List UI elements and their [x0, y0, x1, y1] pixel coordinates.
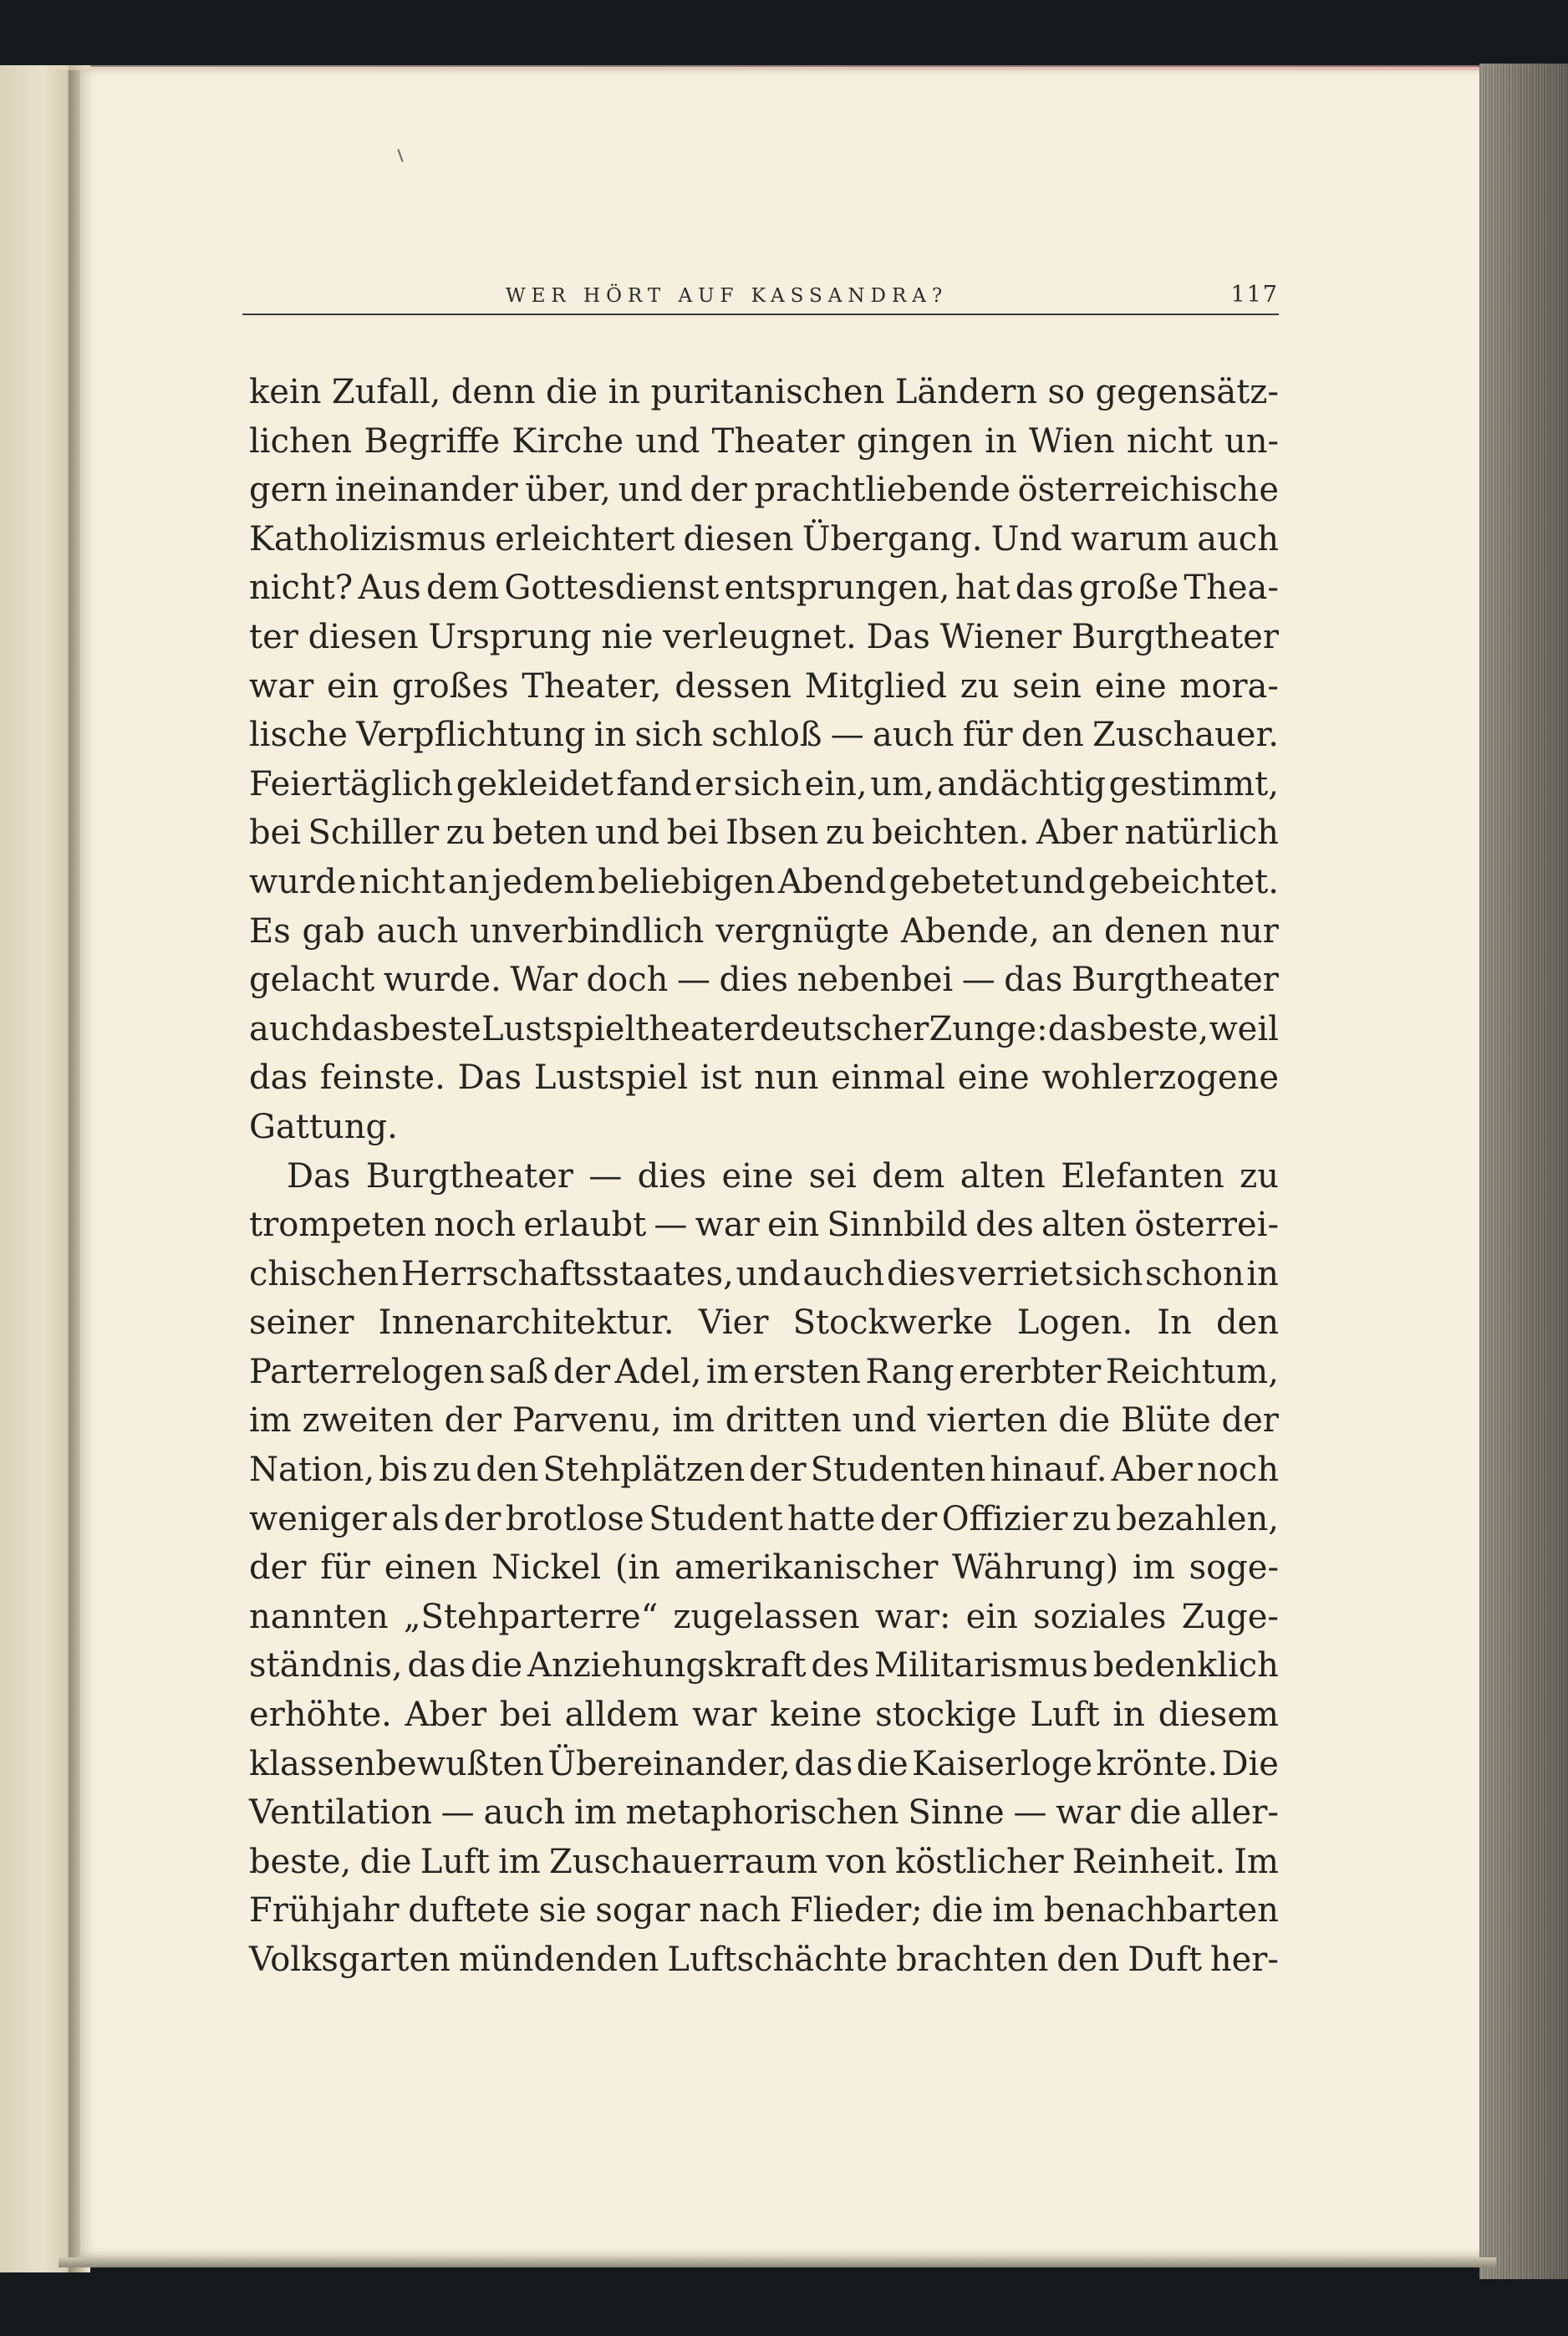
text-line: erhöhte. Aber bei alldem war keine stockige Luft in diesem: [249, 1696, 1279, 1735]
text-line: auch das beste Lustspieltheater deutscher Zunge: das beste, weil: [249, 1009, 1279, 1048]
text-line: nannten „Stehparterre“ zugelassen war: ein soziales Zuge-: [249, 1597, 1279, 1636]
page-top-edge: [50, 65, 1488, 70]
text-line: beste, die Luft im Zuschauerraum von köstlicher Reinheit. Im: [249, 1842, 1279, 1881]
page-stack-shadow: [1479, 64, 1568, 2279]
text-line: gelacht wurde. War doch — dies nebenbei — das Burgtheater: [249, 961, 1279, 1000]
body-text: [249, 368, 1279, 1985]
text-line: wurde nicht an jedem beliebigen Abend gebetet und gebeichtet.: [249, 862, 1279, 901]
text-line: das feinste. Das Lustspiel ist nun einmal eine wohlerzogene: [249, 1058, 1279, 1098]
text-line: der für einen Nickel (in amerikanischer Währung) im soge-: [249, 1548, 1279, 1588]
text-line: im zweiten der Parvenu, im dritten und vierten die Blüte der: [249, 1401, 1279, 1441]
text-line: Frühjahr duftete sie sogar nach Flieder; die im benachbarten: [249, 1891, 1279, 1931]
text-line: seiner Innenarchitektur. Vier Stockwerke Logen. In den: [249, 1303, 1279, 1343]
text-line: chischen Herrschaftsstaates, und auch dies verriet sich schon in: [249, 1254, 1279, 1293]
page-number: 117: [1230, 282, 1279, 308]
text-line: lichen Begriffe Kirche und Theater gingen in Wien nicht un-: [249, 421, 1279, 461]
text-line: ständnis, das die Anziehungskraft des Militarismus bedenklich: [249, 1646, 1279, 1686]
text-line: Nation, bis zu den Stehplätzen der Studenten hinauf. Aber noch: [249, 1451, 1279, 1490]
text-line: Volksgarten mündenden Luftschächte brachten den Duft her-: [249, 1941, 1279, 1979]
text-line: Katholizismus erleichtert diesen Übergang. Und warum auch: [249, 519, 1279, 558]
text-line: Ventilation — auch im metaphorischen Sinne — war die aller-: [249, 1793, 1279, 1833]
text-line: Feiertäglich gekleidet fand er sich ein, um, andächtig gestimmt,: [249, 764, 1279, 803]
text-line: bei Schiller zu beten und bei Ibsen zu beichten. Aber natürlich: [249, 814, 1279, 853]
text-line: Es gab auch unverbindlich vergnügte Abende, an denen nur: [249, 911, 1279, 951]
text-line: Das Burgtheater — dies eine sei dem alten Elefanten zu: [287, 1156, 1279, 1196]
text-line: war ein großes Theater, dessen Mitglied zu sein eine mora-: [249, 666, 1279, 706]
text-line: lische Verpflichtung in sich schloß — auch für den Zuschauer.: [249, 716, 1279, 755]
text-line: Gattung.: [249, 1107, 398, 1146]
text-line: ter diesen Ursprung nie verleugnet. Das Wiener Burgtheater: [249, 617, 1279, 656]
text-line: trompeten noch erlaubt — war ein Sinnbild des alten österrei-: [249, 1206, 1279, 1245]
text-line: Parterrelogen saß der Adel, im ersten Rang ererbter Reichtum,: [249, 1352, 1279, 1391]
page-bottom-edge: [59, 2257, 1496, 2267]
text-line: klassenbewußten Übereinander, das die Kaiserloge krönte. Die: [249, 1744, 1279, 1783]
running-title: WER HÖRT AUF KASSANDRA?: [506, 285, 949, 307]
text-line: gern ineinander über, und der prachtliebende österreichische: [249, 471, 1279, 510]
text-line: kein Zufall, denn die in puritanischen Ländern so gegensätz-: [249, 373, 1279, 411]
running-head: [242, 278, 1279, 315]
previous-page-edge: [0, 65, 77, 2272]
text-line: nicht? Aus dem Gottesdienst entsprungen, hat das große Thea-: [249, 569, 1279, 608]
text-line: weniger als der brotlose Student hatte der Offizier zu bezahlen,: [249, 1499, 1279, 1538]
